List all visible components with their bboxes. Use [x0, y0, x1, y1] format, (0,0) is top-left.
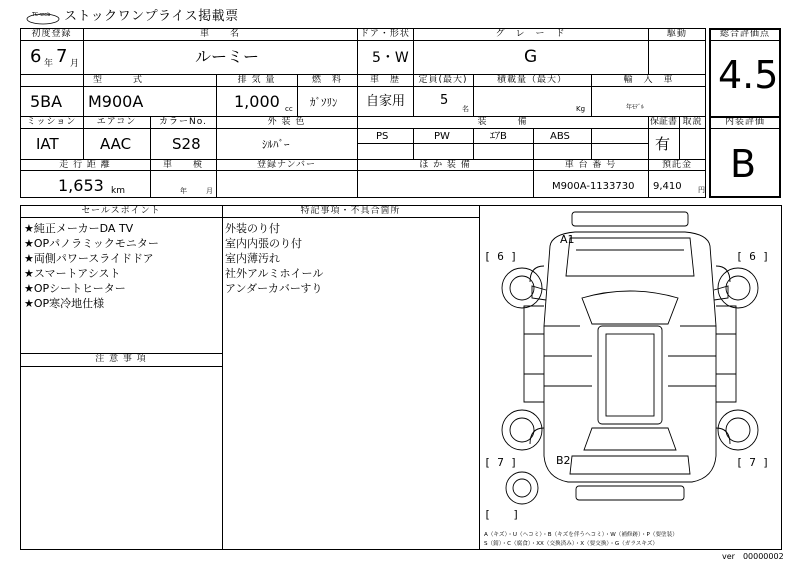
door-shape-value: 5・W: [372, 50, 409, 66]
car-name-label: 車 名: [199, 29, 240, 39]
interior-score-value: B: [730, 142, 757, 186]
chassis-no-label: 車 台 番 号: [564, 160, 617, 170]
import-note: 年ﾓﾃﾞﾙ: [626, 104, 645, 111]
equipment-label: 装 備: [477, 117, 528, 127]
fuel-label: 燃 料: [311, 75, 342, 85]
remark: 室内内張のり付: [225, 237, 302, 250]
car-rear-hatch: [570, 456, 690, 474]
first-reg-label: 初度登録: [31, 29, 72, 39]
info-grid: [20, 28, 706, 198]
tire-depth-spare: [ ]: [484, 508, 520, 521]
remark: アンダーカバーすり: [225, 282, 323, 295]
deposit-unit: 円: [698, 186, 705, 194]
mileage-unit: km: [111, 186, 125, 196]
drive-label: 駆動: [666, 29, 687, 39]
model-prefix: 5BA: [30, 92, 63, 111]
tire-depth-front-right: [ 6 ]: [736, 250, 770, 263]
tire-depth-front-left: [ 6 ]: [484, 250, 518, 263]
door-shape-label: ドア・形状: [360, 29, 410, 39]
sales-point: ★OPシートヒーター: [24, 282, 126, 295]
deposit-value: 9,410: [653, 181, 682, 192]
mission-value: IAT: [36, 135, 59, 153]
color-no-label: カラーNo.: [159, 117, 207, 127]
tire-depth-rear-right: [ 7 ]: [736, 456, 770, 469]
front-left-wheel: [502, 268, 542, 308]
chassis-no-value: M900A-1133730: [552, 181, 635, 192]
equip-4: ABS: [550, 131, 570, 142]
model-label: 型 式: [92, 75, 143, 85]
equip-1: PS: [376, 131, 389, 142]
remark: 外装のり付: [225, 222, 280, 235]
equip-2: PW: [434, 131, 450, 142]
car-windshield: [582, 291, 678, 324]
model-value: M900A: [88, 92, 144, 111]
car-body-outline: [544, 232, 716, 482]
car-roof: [598, 326, 662, 424]
overall-score-value: 4.5: [718, 53, 779, 97]
interior-score-label: 内装評価: [724, 117, 765, 127]
insp-month-unit: 月: [206, 187, 213, 195]
sales-points-list: [24, 221, 159, 311]
sales-point: ★OP寒冷地仕様: [24, 297, 105, 310]
mission-label: ミッション: [26, 117, 77, 127]
grade-label: グ レ ー ド: [495, 29, 566, 39]
remark: 室内薄汚れ: [225, 252, 280, 265]
front-bumper: [572, 212, 688, 226]
load-label: 積載量（最大）: [496, 75, 567, 85]
load-unit: Kg: [576, 105, 586, 113]
overall-score-label: 総合評価点: [719, 29, 770, 39]
damage-legend-line-1: A（キズ）・U（ヘコミ）・B（キズを伴うヘコミ）・W（補修跡）・P（要塗装）: [484, 532, 678, 538]
other-equipment-label: ほ か 装 備: [419, 160, 471, 170]
first-reg-month: 7: [56, 46, 68, 67]
remarks-label: 特記事項・不具合箇所: [300, 206, 401, 216]
notes-label: 注 意 事 項: [95, 354, 147, 364]
ext-color-label: 外 装 色: [267, 117, 306, 127]
damage-mark-a1: A1: [560, 233, 575, 246]
mileage-label: 走 行 距 離: [59, 160, 111, 170]
fuel-value: ｶﾞｿﾘﾝ: [310, 96, 338, 109]
deposit-label: 預託金: [661, 160, 692, 170]
category-label: 車 歴: [369, 75, 400, 85]
car-hood: [566, 238, 694, 276]
car-damage-diagram: [480, 206, 781, 549]
sales-point: ★純正メーカーDA TV: [24, 222, 134, 235]
displacement-value: 1,000: [234, 92, 280, 111]
version-label: ver 00000002: [722, 552, 784, 561]
first-reg-year: 6: [30, 46, 42, 67]
capacity-unit: 名: [462, 105, 469, 113]
rear-bumper: [576, 486, 684, 500]
manual-label: 取説: [682, 117, 703, 127]
spare-wheel: [506, 472, 538, 504]
import-label: 輸 入 車: [623, 75, 674, 85]
displacement-unit: cc: [285, 105, 293, 113]
grade-value: G: [524, 47, 538, 67]
displacement-label: 排 気 量: [237, 75, 276, 85]
tire-depth-rear-left: [ 7 ]: [484, 456, 518, 469]
plate-label: 登録ナンバー: [257, 160, 316, 170]
car-rear-window: [584, 428, 676, 450]
capacity-value: 5: [440, 93, 449, 108]
warranty-value: 有: [655, 135, 671, 153]
damage-mark-b2: B2: [556, 454, 571, 467]
insp-year-unit: 年: [180, 187, 187, 195]
aircon-value: AAC: [100, 135, 132, 153]
inspection-label: 車 検: [162, 160, 203, 170]
page-title: ストックワンプライス掲載票: [64, 9, 239, 24]
category-value: 自家用: [366, 94, 406, 109]
logo-text: TC-web: [32, 12, 51, 18]
first-reg-month-unit: 月: [70, 59, 80, 69]
warranty-label: 保証書: [649, 117, 677, 127]
sales-point: ★スマートアシスト: [24, 267, 121, 280]
sales-point: ★両側パワースライドドア: [24, 252, 154, 265]
sales-point: ★OPパノラミックモニター: [24, 237, 159, 250]
sales-points-label: セールスポイント: [81, 206, 161, 216]
aircon-label: エアコン: [96, 117, 137, 127]
ext-color-value: ｼﾙﾊﾞｰ: [262, 138, 290, 151]
damage-legend-line-2: S（錆）・C（腐食）・XX（交換済み）・X（要交換）・G（ガラスキズ）: [484, 541, 659, 547]
color-no-value: S28: [172, 135, 201, 153]
mileage-value: 1,653: [58, 176, 104, 195]
first-reg-year-unit: 年: [44, 59, 54, 69]
car-name-value: ルーミー: [195, 47, 260, 66]
capacity-label: 定員(最大): [418, 75, 468, 85]
logo: [26, 10, 60, 22]
equip-3: ｴｱB: [490, 131, 507, 142]
remark: 社外アルミホイール: [225, 267, 324, 280]
front-right-wheel: [718, 268, 758, 308]
remarks-list: [225, 221, 323, 296]
